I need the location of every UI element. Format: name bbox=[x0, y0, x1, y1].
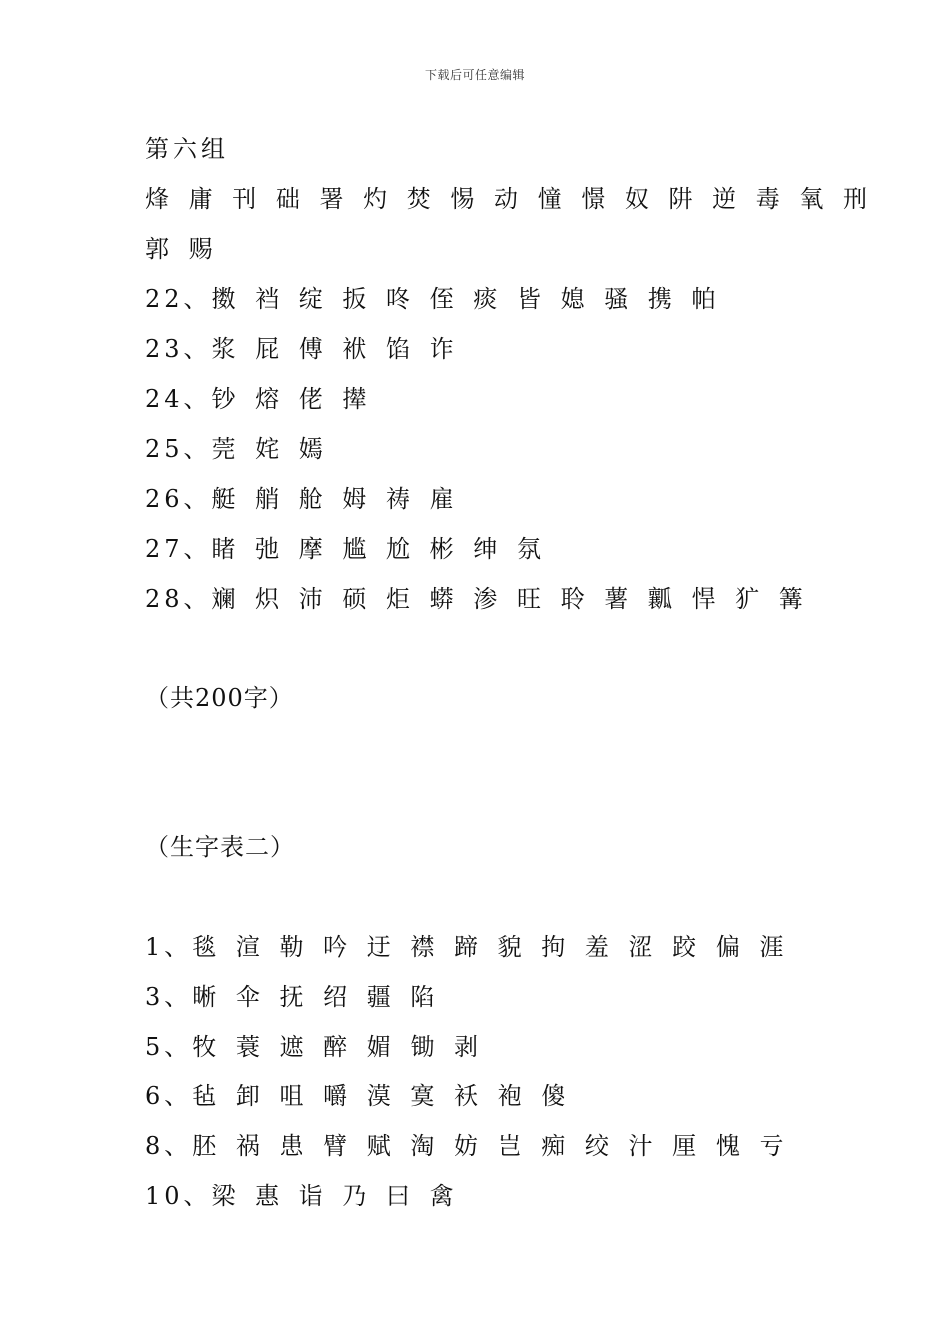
char-line-27: 27、睹 弛 摩 尴 尬 彬 绅 氛 bbox=[145, 535, 545, 563]
char-line-8: 8、胚 祸 患 臂 赋 淘 妨 岂 痴 绞 汁 厘 愧 亏 bbox=[145, 1132, 788, 1160]
page-header: 下载后可任意编辑 bbox=[424, 68, 525, 82]
section-title: （生字表二） bbox=[145, 833, 295, 861]
char-line-23: 23、浆 屁 傅 袱 馅 诈 bbox=[145, 335, 458, 363]
char-line-1: 1、毯 渲 勒 吟 迂 襟 蹄 貌 拘 羞 涩 跤 偏 涯 bbox=[145, 933, 788, 961]
char-row: 烽 庸 刊 础 署 灼 焚 惕 动 憧 憬 奴 阱 逆 毒 氧 刑 bbox=[145, 185, 872, 213]
char-line-3: 3、晰 伞 抚 绍 疆 陷 bbox=[145, 983, 439, 1011]
char-line-5: 5、牧 蓑 遮 醉 媚 锄 剥 bbox=[145, 1033, 483, 1061]
section-title: 第六组 bbox=[145, 135, 229, 163]
char-line-22: 22、擞 裆 绽 扳 咚 侄 痰 皆 媳 骚 携 帕 bbox=[145, 285, 720, 313]
char-line-10: 10、梁 惠 诣 乃 曰 禽 bbox=[145, 1182, 458, 1210]
char-line-6: 6、毡 卸 咀 嚼 漠 寞 袄 袍 傻 bbox=[145, 1082, 570, 1110]
char-line-28: 28、斓 炽 沛 硕 炬 蟒 渗 旺 聆 薯 瓤 悍 犷 篝 bbox=[145, 585, 807, 613]
total-count: （共200字） bbox=[145, 684, 294, 712]
char-line-26: 26、艇 艄 舱 姆 祷 雇 bbox=[145, 485, 458, 513]
char-row: 郭 赐 bbox=[145, 235, 217, 263]
char-line-24: 24、钞 熔 佬 撵 bbox=[145, 385, 371, 413]
char-line-25: 25、莞 姹 嫣 bbox=[145, 435, 327, 463]
